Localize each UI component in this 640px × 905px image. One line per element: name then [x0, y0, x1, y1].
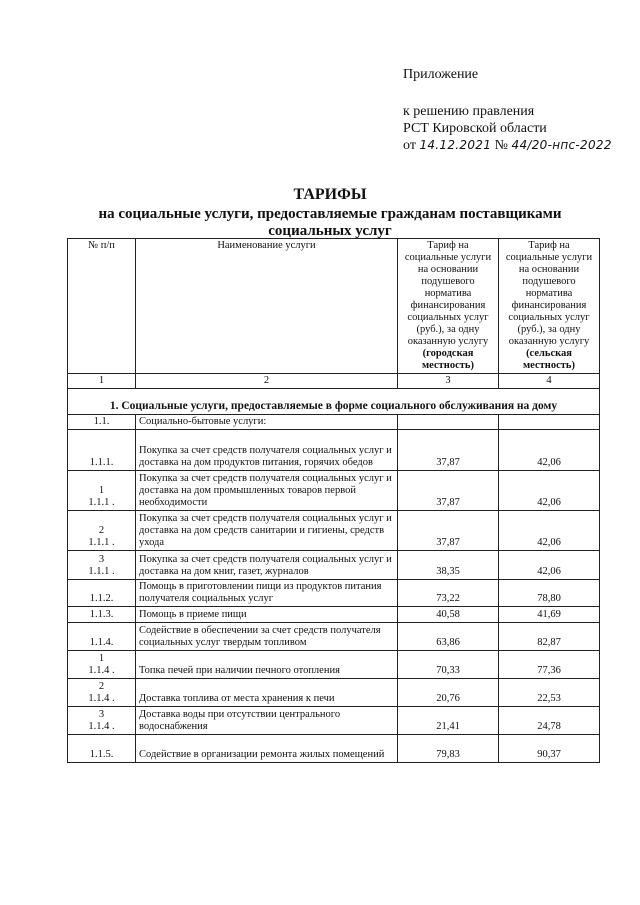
tariff-urban: 40,58 [398, 606, 499, 622]
handwritten-date: 14.12.2021 [419, 138, 492, 152]
tariff-urban: 37,87 [398, 470, 499, 510]
document-subtitle [0, 206, 640, 240]
service-name: Доставка топлива от места хранения к печи [136, 678, 398, 706]
table-row [68, 734, 600, 762]
subtitle-line-2: социальных услуг [268, 223, 392, 239]
row-subindex: 2 [98, 524, 105, 536]
appendix-line-2: РСТ Кировской области [403, 121, 547, 136]
row-number [68, 414, 136, 429]
tariff-rural [499, 414, 600, 429]
row-number [68, 706, 136, 734]
number-prefix: № [494, 138, 509, 153]
table-row [68, 622, 600, 650]
table-header-row [68, 239, 600, 374]
tariff-urban: 37,87 [398, 429, 499, 470]
header-rural-label: (сельская местность) [523, 348, 575, 371]
service-name: Покупка за счет средств получателя социальных услуг и доставка на дом книг, газет, журналов [136, 550, 398, 579]
appendix-block [403, 66, 612, 154]
service-name: Социально-бытовые услуги: [136, 414, 398, 429]
table-row [68, 414, 600, 429]
row-index: 1.1.4 . [88, 664, 115, 676]
service-name: Помощь в приготовлении пищи из продуктов питания получателя социальных услуг [136, 579, 398, 606]
document-title: ТАРИФЫ [293, 186, 367, 203]
service-name: Покупка за счет средств получателя социальных услуг и доставка на дом средств санитарии и гигиены, средств ухода [136, 510, 398, 550]
tariff-rural: 82,87 [499, 622, 600, 650]
row-index: 1.1.1 . [88, 536, 115, 548]
table-row [68, 706, 600, 734]
tariff-rural: 42,06 [499, 550, 600, 579]
tariff-urban [398, 414, 499, 429]
row-number [68, 606, 136, 622]
tariff-rural: 78,80 [499, 579, 600, 606]
row-number [68, 510, 136, 550]
service-name: Содействие в обеспечении за счет средств получателя социальных услуг твердым топливом [136, 622, 398, 650]
table-row [68, 470, 600, 510]
tariff-rural: 24,78 [499, 706, 600, 734]
table-row [68, 550, 600, 579]
column-number: 3 [398, 374, 499, 389]
tariff-rural: 42,06 [499, 470, 600, 510]
tariff-rural: 22,53 [499, 678, 600, 706]
tariff-urban: 37,87 [398, 510, 499, 550]
table-row [68, 429, 600, 470]
section-title: 1. Социальные услуги, предоставляемые в форме социального обслуживания на дому [68, 398, 600, 415]
handwritten-number: 44/20-нпс-2022 [511, 138, 612, 152]
section-row [68, 398, 600, 415]
column-number-row [68, 374, 600, 389]
column-number: 1 [68, 374, 136, 389]
tariff-urban: 63,86 [398, 622, 499, 650]
row-index: 1.1.4 . [88, 692, 115, 704]
tariff-urban: 20,76 [398, 678, 499, 706]
row-index: 1.1.1 . [88, 565, 115, 577]
row-index: 1.1. [93, 415, 110, 427]
row-number [68, 429, 136, 470]
header-number: № п/п [68, 239, 136, 374]
row-subindex: 2 [98, 680, 105, 692]
row-index: 1.1.5. [89, 748, 114, 760]
tariff-urban: 70,33 [398, 650, 499, 678]
service-name: Помощь в приеме пищи [136, 606, 398, 622]
row-number [68, 550, 136, 579]
row-index: 1.1.1 . [88, 496, 115, 508]
service-name: Доставка воды при отсутствии центрального водоснабжения [136, 706, 398, 734]
row-number [68, 678, 136, 706]
tariff-urban: 73,22 [398, 579, 499, 606]
tariff-rural: 42,06 [499, 510, 600, 550]
header-tariff-urban: Тариф на социальные услуги на основании подушевого норматива финансирования социальных услуг (руб.), за одну оказанную услугу (городская местность) [398, 239, 499, 374]
service-name: Топка печей при наличии печного отопления [136, 650, 398, 678]
row-index: 1.1.4. [89, 636, 114, 648]
table-row [68, 579, 600, 606]
service-name: Покупка за счет средств получателя социальных услуг и доставка на дом промышленных товаров первой необходимости [136, 470, 398, 510]
row-index: 1.1.3. [89, 608, 114, 620]
row-number [68, 470, 136, 510]
tariff-rural: 41,69 [499, 606, 600, 622]
appendix-line-1: к решению правления [403, 104, 535, 119]
table-row [68, 650, 600, 678]
header-tariff-rural: Тариф на социальные услуги на основании подушевого норматива финансирования социальных услуг (руб.), за одну оказанную услугу (сельская местность) [499, 239, 600, 374]
service-name: Содействие в организации ремонта жилых помещений [136, 734, 398, 762]
tariff-urban: 38,35 [398, 550, 499, 579]
column-number: 2 [136, 374, 398, 389]
row-number [68, 579, 136, 606]
subtitle-line-1: на социальные услуги, предоставляемые гражданам поставщиками [98, 206, 562, 222]
row-subindex: 1 [98, 484, 105, 496]
tariff-rural: 77,36 [499, 650, 600, 678]
row-subindex: 3 [98, 553, 105, 565]
tariff-table [67, 238, 600, 763]
row-number [68, 622, 136, 650]
tariff-urban: 21,41 [398, 706, 499, 734]
tariff-rural: 42,06 [499, 429, 600, 470]
appendix-date-line [403, 137, 612, 154]
date-prefix: от [403, 138, 416, 153]
table-row [68, 606, 600, 622]
row-index: 1.1.2. [89, 592, 114, 604]
tariff-rural: 90,37 [499, 734, 600, 762]
column-number: 4 [499, 374, 600, 389]
row-number [68, 734, 136, 762]
table-row [68, 678, 600, 706]
header-urban-label: (городская местность) [422, 348, 474, 371]
row-subindex: 1 [98, 652, 105, 664]
appendix-title: Приложение [403, 67, 479, 82]
service-name: Покупка за счет средств получателя социальных услуг и доставка на дом продуктов питания, горячих обедов [136, 429, 398, 470]
table-row [68, 510, 600, 550]
tariff-urban: 79,83 [398, 734, 499, 762]
row-subindex: 3 [98, 708, 105, 720]
header-service-name: Наименование услуги [136, 239, 398, 374]
row-index: 1.1.4 . [88, 720, 115, 732]
row-index: 1.1.1. [89, 456, 114, 468]
row-number [68, 650, 136, 678]
